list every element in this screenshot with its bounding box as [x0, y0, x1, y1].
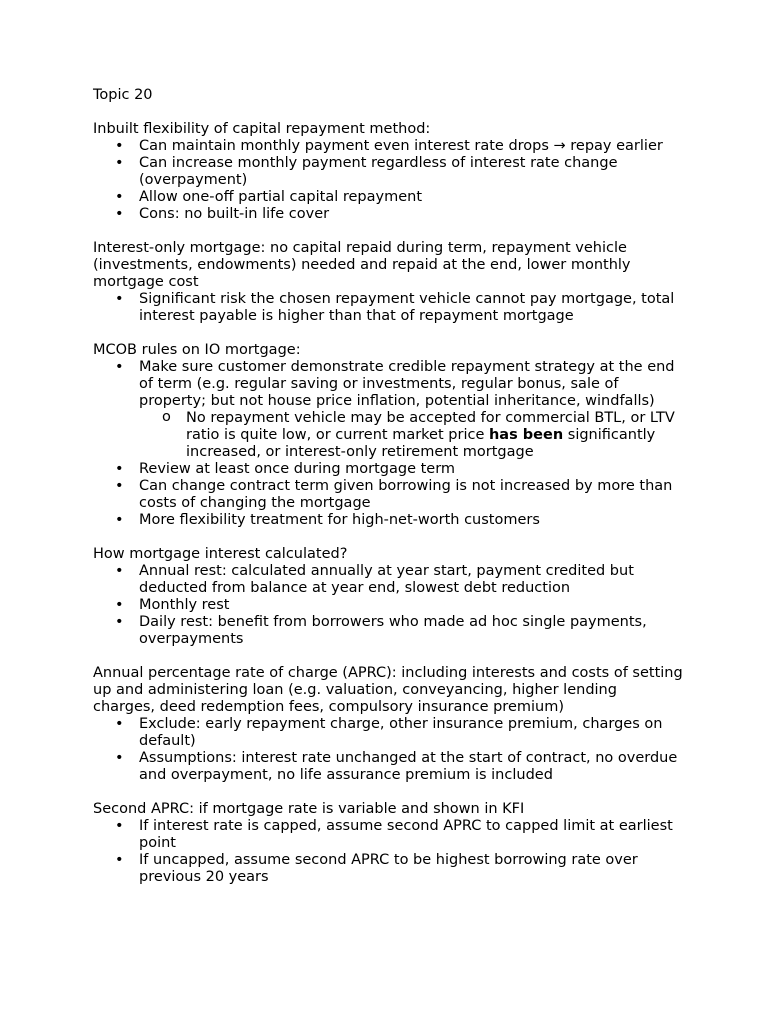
- bullet-item: • Cons: no built-in life cover: [93, 206, 683, 223]
- bullet-item: • Daily rest: benefit from borrowers who made ad hoc single payments, overpayments: [93, 614, 683, 648]
- bullet-item: • Assumptions: interest rate unchanged at the start of contract, no overdue and overpayment, no life assurance premium is included: [93, 750, 683, 784]
- bullet-item: • Can maintain monthly payment even interest rate drops → repay earlier: [93, 138, 683, 155]
- topic-title: Topic 20: [93, 87, 153, 103]
- bullet-item: • Review at least once during mortgage term: [93, 461, 683, 478]
- bullet-list: [93, 818, 683, 886]
- bullet-item: • Annual rest: calculated annually at year start, payment credited but deducted from balance at year end, slowest debt reduction: [93, 563, 683, 597]
- bullet-list: [93, 359, 683, 529]
- bullet-list: [93, 291, 683, 325]
- bullet-list: [93, 138, 683, 223]
- bullet-item: • Exclude: early repayment charge, other insurance premium, charges on default): [93, 716, 683, 750]
- bullet-item: • Allow one-off partial capital repayment: [93, 189, 683, 206]
- section-heading: Annual percentage rate of charge (APRC): including interests and costs of setting up and administering loan (e.g. valuation, conveyancing, higher lending charges, deed redemption fees, compulsory insurance premium): [93, 665, 683, 715]
- bullet-item: • If uncapped, assume second APRC to be highest borrowing rate over previous 20 years: [93, 852, 683, 886]
- sub-bullet-item: [93, 410, 683, 461]
- section-heading: Inbuilt flexibility of capital repayment method:: [93, 121, 431, 137]
- bullet-item: • Can change contract term given borrowing is not increased by more than costs of changing the mortgage: [93, 478, 683, 512]
- section-heading: Interest-only mortgage: no capital repaid during term, repayment vehicle (investments, endowments) needed and repaid at the end, lower monthly mortgage cost: [93, 240, 631, 290]
- bullet-item: • Monthly rest: [93, 597, 683, 614]
- bullet-item: • Significant risk the chosen repayment vehicle cannot pay mortgage, total interest payable is higher than that of repayment mortgage: [93, 291, 683, 325]
- bullet-item: • If interest rate is capped, assume second APRC to capped limit at earliest point: [93, 818, 683, 852]
- bullet-item: • Make sure customer demonstrate credible repayment strategy at the end of term (e.g. regular saving or investments, regular bonus, sale of property; but not house price inflation, potential inheritance, windfalls): [93, 359, 683, 410]
- bullet-item: • Can increase monthly payment regardless of interest rate change (overpayment): [93, 155, 683, 189]
- bullet-list: [93, 716, 683, 784]
- bullet-list: [93, 563, 683, 648]
- section-heading: MCOB rules on IO mortgage:: [93, 342, 301, 358]
- section-heading: How mortgage interest calculated?: [93, 546, 348, 562]
- section-heading: Second APRC: if mortgage rate is variable and shown in KFI: [93, 801, 525, 817]
- bold-text: has been: [488, 427, 564, 443]
- sub-bullet-text: No repayment vehicle may be accepted for commercial BTL, or LTV ratio is quite low, or current market price: [186, 410, 675, 443]
- document-page: [93, 87, 683, 886]
- sub-bullet-text: significantly increased, or interest-only retirement mortgage: [186, 427, 656, 460]
- bullet-item: • More flexibility treatment for high-net-worth customers: [93, 512, 683, 529]
